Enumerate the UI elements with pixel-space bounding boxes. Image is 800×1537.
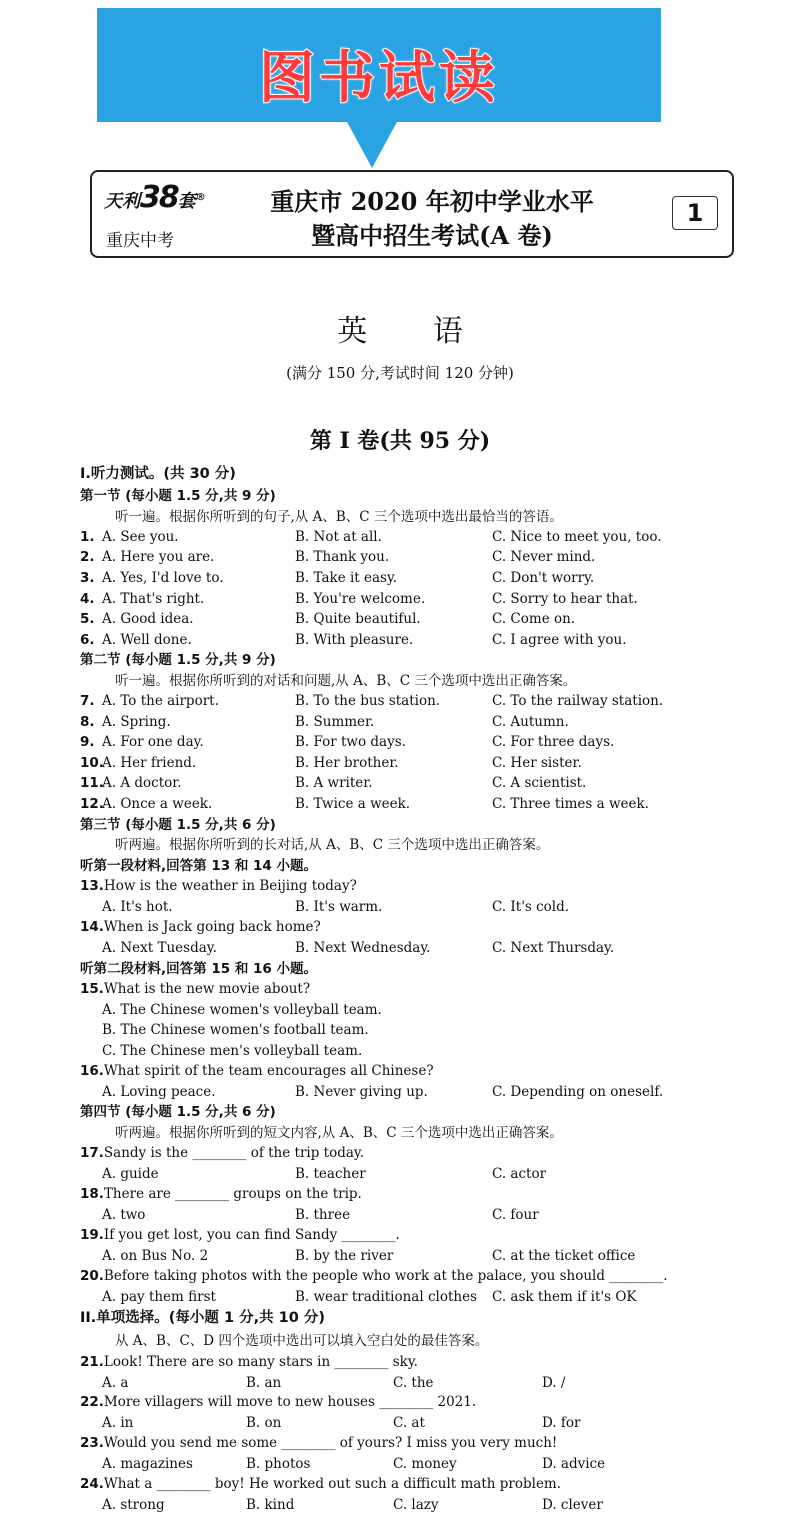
question-text: Would you send me some ________ of yours? I miss you very much! [103,1435,558,1451]
material-note: 听第一段材料,回答第 13 和 14 小题。 [80,858,318,874]
option-a: A. Spring. [102,714,171,730]
exam-header [90,170,734,258]
question-number: 16. [80,1063,104,1079]
option-b: B. Quite beautiful. [295,611,421,627]
option-a: A. Well done. [102,632,192,648]
options-row [80,1413,720,1433]
options-row [80,1495,720,1515]
option-b: B. on [246,1415,282,1431]
option-b: B. A writer. [295,775,373,791]
option-c: C. Come on. [492,611,576,627]
option-b: B. The Chinese women's football team. [102,1022,369,1038]
options-row [80,527,720,547]
brand-logo: 天利38套® [104,180,206,215]
option-a: A. For one day. [102,734,204,750]
options-row [80,547,720,567]
question-number: 3. [80,570,95,586]
option-a: A. magazines [102,1456,193,1472]
options-row [80,712,720,732]
part-title: 第 I 卷(共 95 分) [309,428,491,454]
question-number: 17. [80,1145,104,1161]
question-number: 14. [80,919,104,935]
question [80,1225,400,1245]
option-c: C. For three days. [492,734,615,750]
option-d: D. / [542,1375,566,1391]
option-c: C. four [492,1207,539,1223]
promo-banner [97,8,661,122]
options-row [80,1246,720,1266]
options-row [80,568,720,588]
question-number: 19. [80,1227,104,1243]
instruction: 听两遍。根据你所听到的短文内容,从 A、B、C 三个选项中选出正确答案。 [115,1125,563,1141]
question-text: What spirit of the team encourages all Chinese? [103,1063,434,1079]
question-number: 1. [80,529,95,545]
question-text: Look! There are so many stars in ________ sky. [103,1354,418,1370]
question-number: 8. [80,714,95,730]
option-d: D. advice [542,1456,606,1472]
option-c: C. Don't worry. [492,570,595,586]
question [80,1433,557,1453]
question-number: 6. [80,632,95,648]
option-a: A. Her friend. [102,755,197,771]
option-c: C. at [393,1415,425,1431]
option-c: C. actor [492,1166,547,1182]
question-number: 4. [80,591,95,607]
subsection-title: 第二节 (每小题 1.5 分,共 9 分) [80,652,276,668]
question [80,1474,561,1494]
option-b: B. With pleasure. [295,632,414,648]
section-title-choice: II.单项选择。(每小题 1 分,共 10 分) [80,1310,326,1326]
question-number: 12. [80,796,104,812]
option-c: C. Autumn. [492,714,569,730]
option-c: C. Depending on oneself. [492,1084,664,1100]
question-number: 11. [80,775,104,791]
question [80,1184,362,1204]
subsection-title: 第三节 (每小题 1.5 分,共 6 分) [80,817,276,833]
option-b: B. It's warm. [295,899,383,915]
option-c: C. To the railway station. [492,693,664,709]
options-row [80,1164,720,1184]
subject-note: (满分 150 分,考试时间 120 分钟) [286,364,514,382]
options-row [80,938,720,958]
question-number: 24. [80,1476,104,1492]
option-b: B. Summer. [295,714,375,730]
options-row [80,1205,720,1225]
option-a: A. That's right. [102,591,205,607]
question-number: 22. [80,1394,104,1410]
question-number: 18. [80,1186,104,1202]
question-number: 5. [80,611,95,627]
question-number: 2. [80,549,95,565]
question-text: There are ________ groups on the trip. [103,1186,362,1202]
options-row [80,1287,720,1307]
option-a: A. on Bus No. 2 [102,1248,209,1264]
question [80,1061,434,1081]
option-b: B. Next Wednesday. [295,940,431,956]
subsection-title: 第四节 (每小题 1.5 分,共 6 分) [80,1104,276,1120]
option-b: B. Her brother. [295,755,399,771]
instruction: 听两遍。根据你所听到的长对话,从 A、B、C 三个选项中选出正确答案。 [115,837,550,853]
option-b: B. by the river [295,1248,394,1264]
option-b: B. photos [246,1456,311,1472]
exam-title-line2: 暨高中招生考试(A 卷) [311,221,553,250]
option-b: B. Twice a week. [295,796,411,812]
instruction: 听一遍。根据你所听到的句子,从 A、B、C 三个选项中选出最恰当的答语。 [115,509,563,525]
option-a: A. guide [102,1166,159,1182]
options-row [80,753,720,773]
option-c: C. It's cold. [492,899,570,915]
option-a: A. Loving peace. [102,1084,216,1100]
option-c: C. ask them if it's OK [492,1289,637,1305]
options-row [80,1373,720,1393]
instruction: 听一遍。根据你所听到的对话和问题,从 A、B、C 三个选项中选出正确答案。 [115,673,577,689]
question-number: 23. [80,1435,104,1451]
paper-number: 1 [672,196,718,230]
material-note: 听第二段材料,回答第 15 和 16 小题。 [80,961,318,977]
question [80,1392,476,1412]
option-c: C. Nice to meet you, too. [492,529,662,545]
question-number: 7. [80,693,95,709]
options-row [80,609,720,629]
question [80,1352,418,1372]
banner-arrow [346,120,398,168]
question-text: If you get lost, you can find Sandy ________. [103,1227,400,1243]
question-text: Before taking photos with the people who work at the palace, you should ________. [103,1268,668,1284]
question-number: 10. [80,755,104,771]
question-text: Sandy is the ________ of the trip today. [103,1145,365,1161]
question-number: 13. [80,878,104,894]
exam-title-line1: 重庆市 2020 年初中学业水平 [270,187,594,216]
option-a: A. two [102,1207,146,1223]
option-c: C. at the ticket office [492,1248,636,1264]
options-row [80,630,720,650]
option-a: A. It's hot. [102,899,173,915]
option-b: B. three [295,1207,351,1223]
options-row [80,732,720,752]
option-d: D. clever [542,1497,603,1513]
question [80,876,357,896]
banner-title: 图书试读 [259,46,499,111]
option-a: A. Good idea. [102,611,194,627]
subsection-title: 第一节 (每小题 1.5 分,共 9 分) [80,488,276,504]
question [80,1266,668,1286]
question-number: 20. [80,1268,104,1284]
brand-subtitle: 重庆中考 [106,231,174,251]
question [80,1143,364,1163]
question-text: What is the new movie about? [103,981,311,997]
option-b: B. Not at all. [295,529,382,545]
option-c: C. lazy [393,1497,439,1513]
option-a: A. The Chinese women's volleyball team. [102,1002,382,1018]
question [80,979,310,999]
option-c: C. Never mind. [492,549,596,565]
option-c: C. The Chinese men's volleyball team. [102,1043,363,1059]
options-row [80,1454,720,1474]
question-text: What a ________ boy! He worked out such a difficult math problem. [103,1476,562,1492]
subject-title: 英 语 [337,314,491,349]
option-d: D. for [542,1415,581,1431]
option-c: C. the [393,1375,434,1391]
options-row [80,773,720,793]
option-c: C. Sorry to hear that. [492,591,638,607]
question-text: How is the weather in Beijing today? [103,878,357,894]
question-text: When is Jack going back home? [103,919,321,935]
option-b: B. You're welcome. [295,591,426,607]
option-c: C. Three times a week. [492,796,649,812]
option-c: C. money [393,1456,457,1472]
option-a: A. strong [102,1497,165,1513]
question-number: 15. [80,981,104,997]
option-b: B. Never giving up. [295,1084,428,1100]
option-b: B. For two days. [295,734,406,750]
option-a: A. pay them first [102,1289,216,1305]
option-a: A. a [102,1375,129,1391]
option-b: B. an [246,1375,282,1391]
option-a: A. See you. [102,529,179,545]
option-b: B. kind [246,1497,295,1513]
option-b: B. teacher [295,1166,366,1182]
option-a: A. A doctor. [102,775,182,791]
option-b: B. Take it easy. [295,570,398,586]
options-row [80,897,720,917]
option-a: A. To the airport. [102,693,219,709]
options-row [80,794,720,814]
option-b: B. wear traditional clothes [295,1289,477,1305]
question-number: 9. [80,734,95,750]
option-c: C. Next Thursday. [492,940,615,956]
question-number: 21. [80,1354,104,1370]
option-a: A. Next Tuesday. [102,940,217,956]
option-a: A. Once a week. [102,796,213,812]
question [80,917,321,937]
option-c: C. A scientist. [492,775,587,791]
section-title-listening: I.听力测试。(共 30 分) [80,466,236,482]
option-a: A. in [102,1415,134,1431]
option-c: C. Her sister. [492,755,582,771]
option-b: B. To the bus station. [295,693,441,709]
option-a: A. Yes, I'd love to. [102,570,224,586]
option-a: A. Here you are. [102,549,215,565]
instruction: 从 A、B、C、D 四个选项中选出可以填入空白处的最佳答案。 [115,1333,489,1349]
options-row [80,589,720,609]
option-b: B. Thank you. [295,549,390,565]
question-text: More villagers will move to new houses ________ 2021. [103,1394,477,1410]
options-row [80,1082,720,1102]
option-c: C. I agree with you. [492,632,627,648]
options-row [80,691,720,711]
